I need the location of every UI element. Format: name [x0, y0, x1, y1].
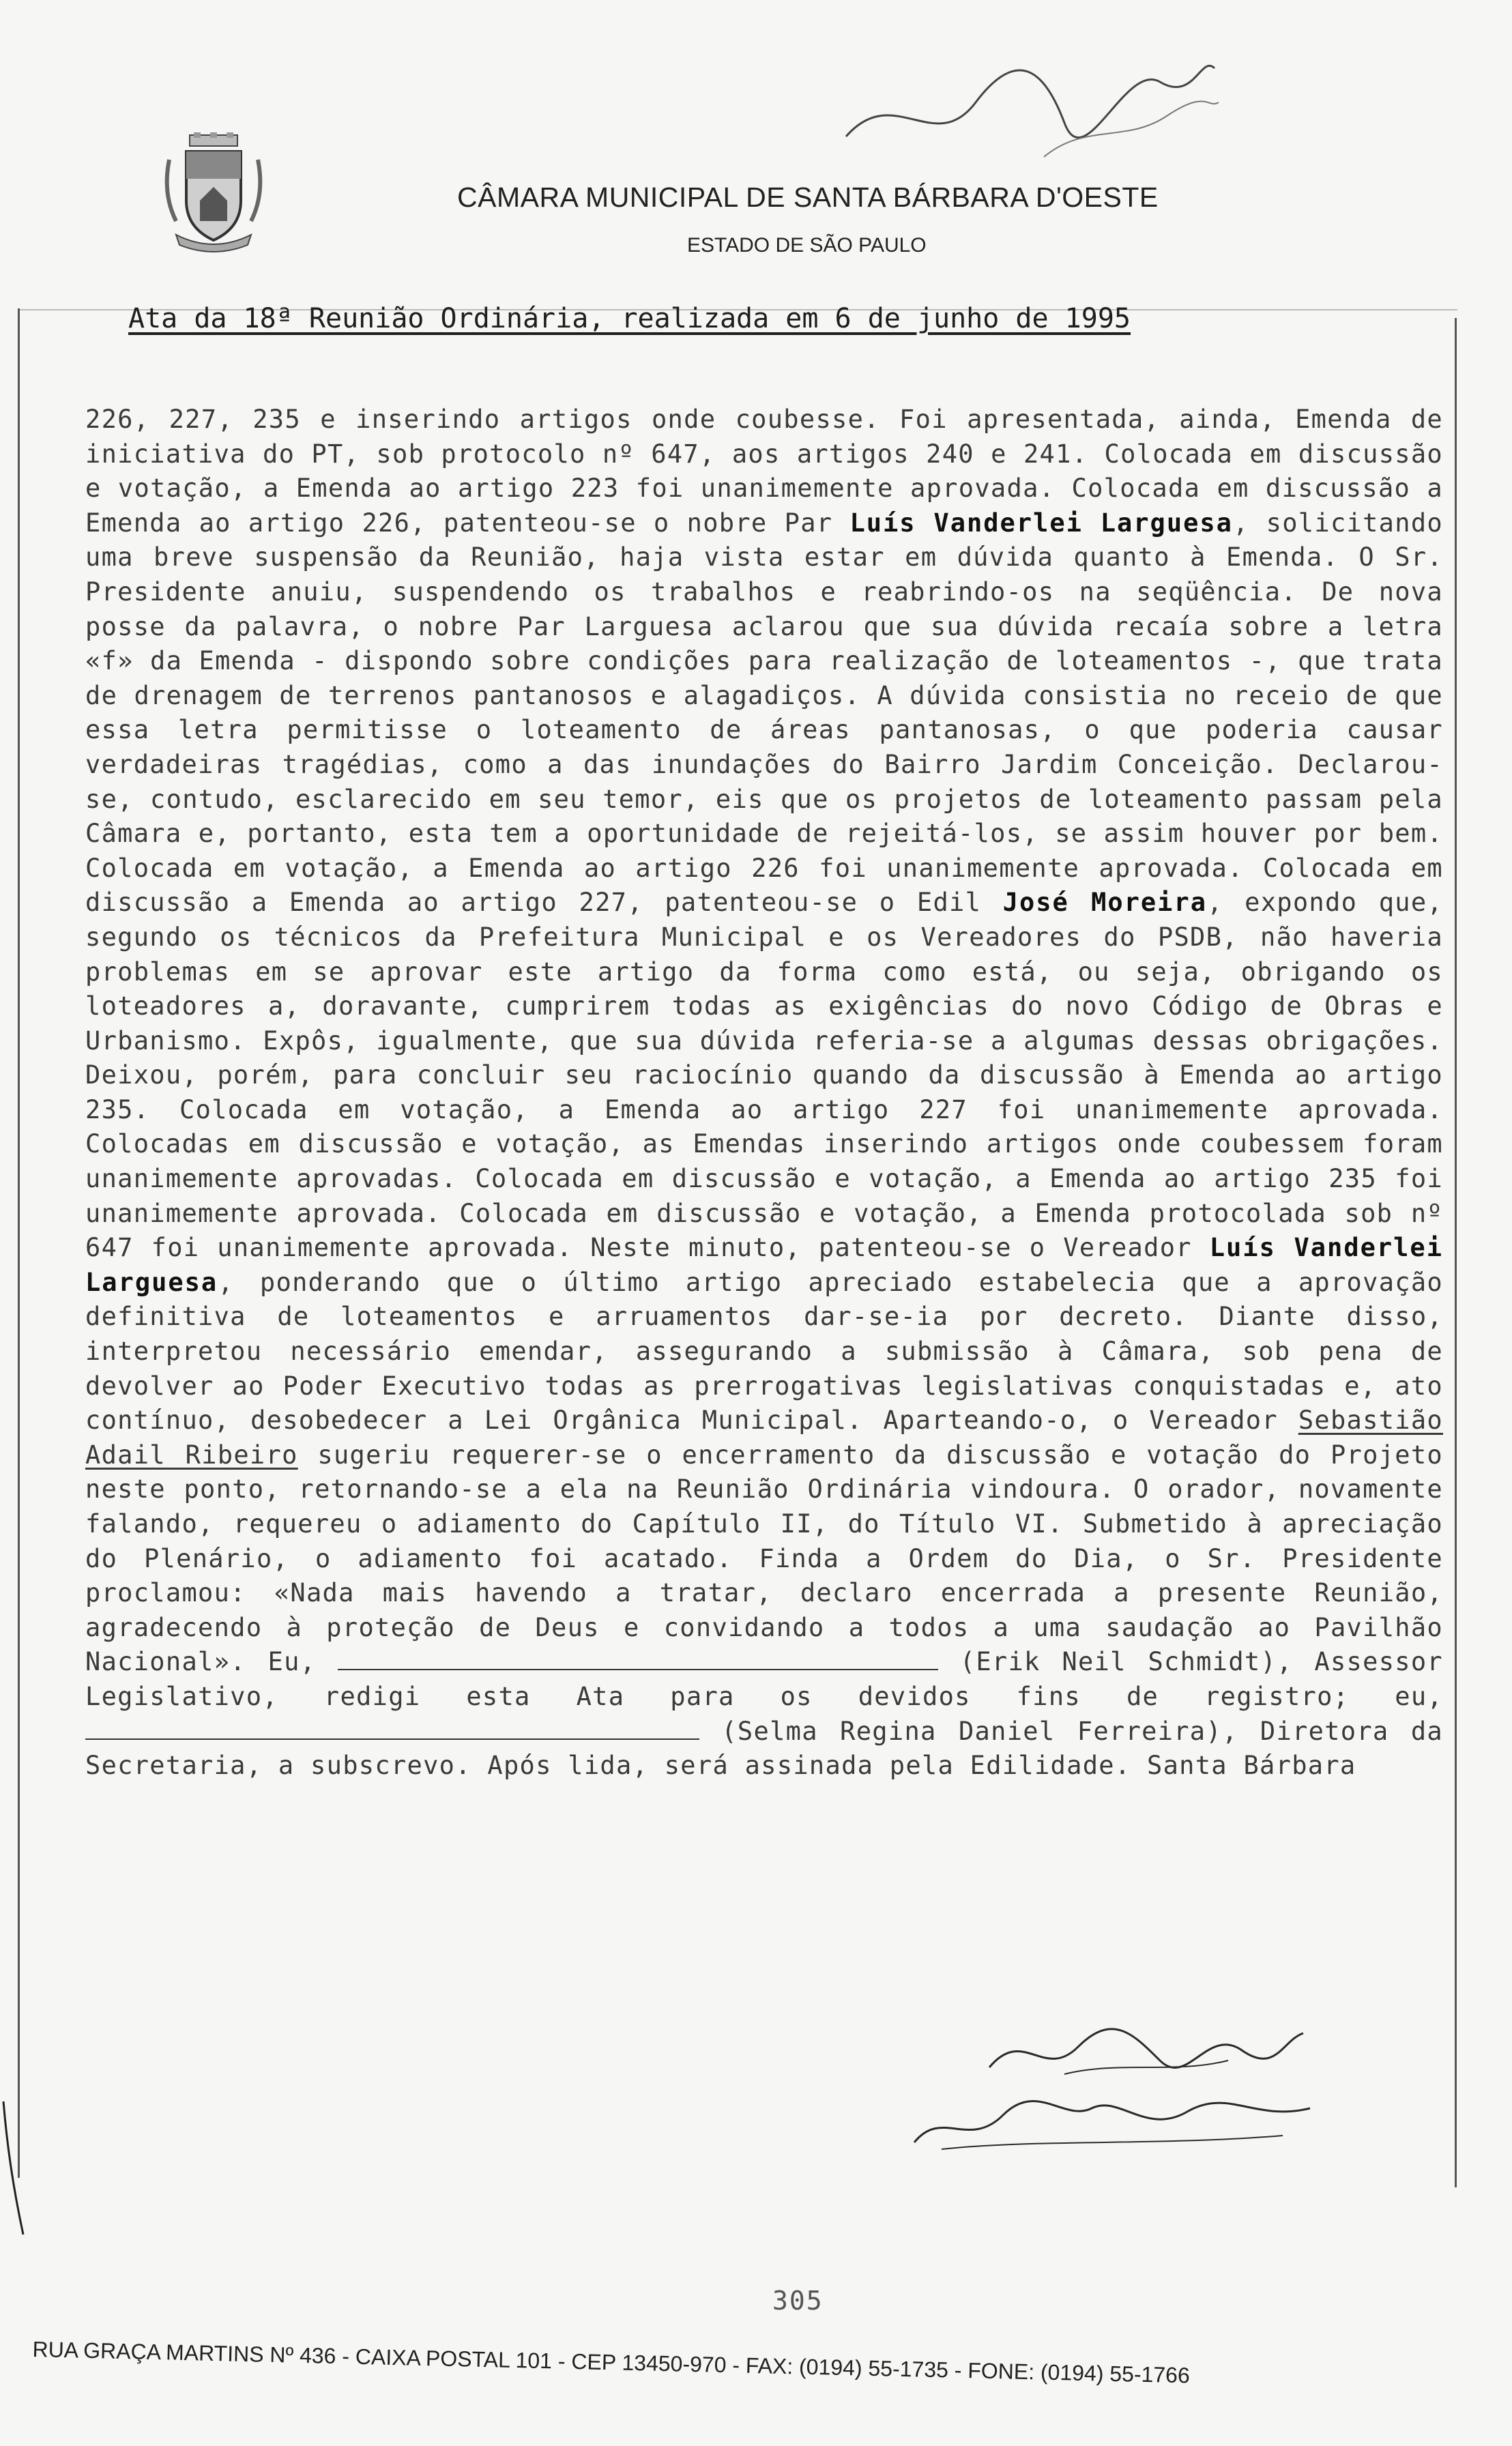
frame-left-rule: [18, 308, 20, 2178]
minutes-body: [85, 403, 1443, 1783]
speaker-name: Luís Vanderlei Larguesa: [849, 508, 1233, 538]
signature-assessor: [983, 2013, 1310, 2088]
footer-address: RUA GRAÇA MARTINS Nº 436 - CAIXA POSTAL 101 - CEP 13450-970 - FAX: (0194) 55-1735 - FONE: (0194) 55-1766: [32, 2337, 1191, 2388]
page-number: 305: [772, 2286, 824, 2316]
speaker-name: José Moreira: [1002, 888, 1208, 918]
speaker-name: Luís Vanderlei Larguesa: [85, 1233, 1443, 1297]
margin-mark: [0, 2101, 27, 2238]
speaker-name-underlined: Sebastião Adail Ribeiro: [85, 1406, 1443, 1470]
document-title: Ata da 18ª Reunião Ordinária, realizada em 6 de junho de 1995: [128, 303, 1131, 334]
signature-line: [85, 1718, 699, 1740]
signature-line: [338, 1648, 938, 1670]
institution-name: CÂMARA MUNICIPAL DE SANTA BÁRBARA D'OESTE: [457, 181, 1159, 213]
signature-director: [901, 2081, 1324, 2156]
frame-right-rule: [1455, 318, 1457, 2187]
coat-of-arms-icon: [162, 132, 265, 254]
signature-top-right: [839, 41, 1221, 164]
state-name: ESTADO DE SÃO PAULO: [687, 234, 927, 257]
minutes-paragraph: 226, 227, 235 e inserindo artigos onde coubesse. Foi apresentada, ainda, Emenda de iniciativa do PT, sob protocolo nº 647, aos artigos 240 e 241. Colocada em discussão e votação, a Emenda ao artigo 223 foi unanimemente aprovada. Colocada em discussão a Emenda ao artigo 226, patenteou-se o nobre Par Luís Vanderlei Larguesa, solicitando uma breve suspensão da Reunião, haja vista estar em dúvida quanto à Emenda. O Sr. Presidente anuiu, suspendendo os trabalhos e reabrindo-os na seqüência. De nova posse da palavra, o nobre Par Larguesa aclarou que sua dúvida recaía sobre a letra «f» da Emenda - dispondo sobre condições para realização de loteamentos -, que trata de drenagem de terrenos pantanosos e alagadiços. A dúvida consistia no receio de que essa letra permitisse o loteamento de áreas pantanosas, o que poderia causar verdadeiras tragédias, como a das inundações do Bairro Jardim Conceição. Declarou-se, contudo, esclarecido em seu temor, eis que os projetos de loteamento passam pela Câmara e, portanto, esta tem a oportunidade de rejeitá-los, se assim houver por bem. Colocada em votação, a Emenda ao artigo 226 foi unanimemente aprovada. Colocada em discussão a Emenda ao artigo 227, patenteou-se o Edil José Moreira, expondo que, segundo os técnicos da Prefeitura Municipal e os Vereadores do PSDB, não haveria problemas em se aprovar este artigo da forma como está, ou seja, obrigando os loteadores a, doravante, cumprirem todas as exigências do novo Código de Obras e Urbanismo. Expôs, igualmente, que sua dúvida referia-se a algumas dessas obrigações. Deixou, porém, para concluir seu raciocínio quando da discussão à Emenda ao artigo 235. Colocada em votação, a Emenda ao artigo 227 foi unanimemente aprovada. Colocadas em discussão e votação, as Emendas inserindo artigos onde coubessem foram unanimemente aprovadas. Colocada em discussão e votação, a Emenda ao artigo 235 foi unanimemente aprovada. Colocada em discussão e votação, a Emenda protocolada sob nº 647 foi unanimemente aprovada. Neste minuto, patenteou-se o Vereador Luís Vanderlei Larguesa, ponderando que o último artigo apreciado estabelecia que a aprovação definitiva de loteamentos e arruamentos dar-se-ia por decreto. Diante disso, interpretou necessário emendar, assegurando a submissão à Câmara, sob pena de devolver ao Poder Executivo todas as prerrogativas legislativas conquistadas e, ato contínuo, desobedecer a Lei Orgânica Municipal. Aparteando-o, o Vereador Sebastião Adail Ribeiro sugeriu requerer-se o encerramento da discussão e votação do Projeto neste ponto, retornando-se a ela na Reunião Ordinária vindoura. O orador, novamente falando, requereu o adiamento do Capítulo II, do Título VI. Submetido à apreciação do Plenário, o adiamento foi acatado. Finda a Ordem do Dia, o Sr. Presidente proclamou: «Nada mais havendo a tratar, declaro encerrada a presente Reunião, agradecendo à proteção de Deus e convidando a todos a uma saudação ao Pavilhão Nacional». Eu, (Erik Neil Schmidt), Assessor Legislativo, redigi esta Ata para os devidos fins de registro; eu, (Selma Regina Daniel Ferreira), Diretora da Secretaria, a subscrevo. Após lida, será assinada pela Edilidade. Santa Bárbara: [85, 405, 1443, 1781]
